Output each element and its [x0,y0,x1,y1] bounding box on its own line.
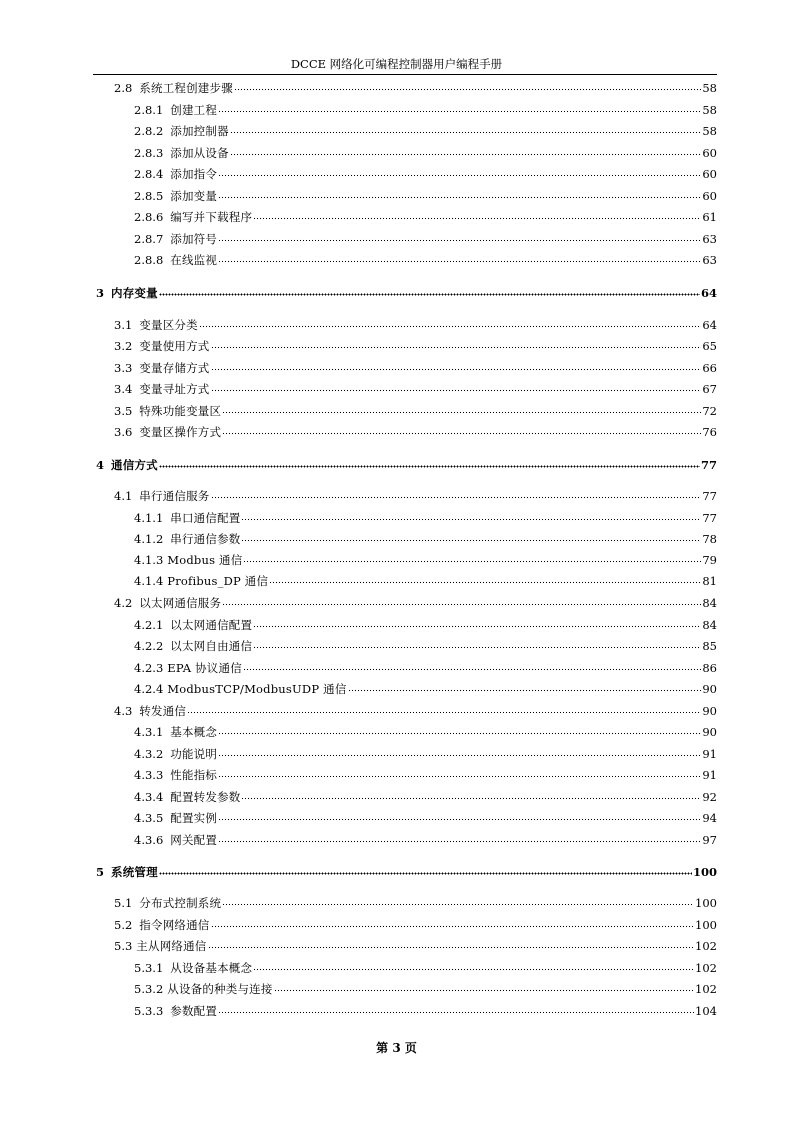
toc-entry-page: 77 [702,489,717,503]
toc-entry [114,593,717,610]
toc-entry [134,143,717,160]
toc-entry [134,658,717,675]
toc-entry-title: 在线监视 [170,253,218,267]
toc-entry [134,679,717,696]
dot-leader [159,862,692,876]
toc-entry-title: 主从网络通信 [136,939,207,953]
toc-entry-title: 串行通信参数 [170,532,241,546]
toc-entry [134,787,717,804]
toc-entry-page: 102 [695,982,717,996]
toc-entry-page: 58 [702,103,717,117]
toc-entry [114,936,717,953]
toc-entry-page: 77 [700,458,717,472]
toc-entry [134,250,717,267]
dot-leader [230,143,702,157]
dot-leader [208,936,695,950]
toc-entry-page: 91 [702,747,717,761]
toc-entry-number: 5.1 [114,896,133,910]
toc-entry-number: 2.8.1 [134,103,164,117]
dot-leader [211,915,695,929]
toc-entry-title: 从设备基本概念 [170,961,253,975]
toc-entry-title: 创建工程 [170,103,218,117]
toc-entry-page: 77 [702,511,717,525]
toc-entry-page: 60 [702,189,717,203]
toc-entry [134,979,717,996]
dot-leader [199,315,702,329]
toc-entry-page: 100 [692,865,717,879]
toc-entry-page: 100 [695,918,717,932]
toc-entry-number: 3.1 [114,318,133,332]
toc-entry-page: 84 [702,618,717,632]
page-footer: 第 3 页 [376,1041,417,1055]
dot-leader [241,529,701,543]
toc-entry-page: 97 [702,833,717,847]
toc-entry-page: 90 [702,682,717,696]
toc-entry-page: 86 [702,661,717,675]
toc-entry-title: 变量寻址方式 [139,382,210,396]
toc-entry-title: 以太网通信配置 [170,618,253,632]
toc-entry [114,893,717,910]
toc-entry [134,186,717,203]
toc-entry [134,207,717,224]
toc-chapter-entry [96,455,717,472]
toc-entry-title: 指令网络通信 [139,918,210,932]
toc-entry-number: 5.3.3 [134,1004,164,1018]
toc-entry-number: 4.1.3 [134,553,164,567]
toc-entry-number: 4.1 [114,489,133,503]
toc-entry-number: 4.3.6 [134,833,164,847]
dot-leader [253,636,701,650]
toc-entry-page: 92 [702,790,717,804]
toc-entry-title: 添加符号 [170,232,218,246]
toc-entry-title: 系统工程创建步骤 [139,81,233,95]
toc-entry-number: 4.2.3 [134,661,164,675]
dot-leader [348,679,702,693]
toc-entry-title: 内存变量 [111,286,158,300]
toc-entry-page: 58 [702,124,717,138]
dot-leader [243,658,701,672]
toc-entry-title: 以太网自由通信 [170,639,253,653]
toc-entry-number: 3.4 [114,382,133,396]
toc-entry-title: 分布式控制系统 [139,896,222,910]
dot-leader [241,787,701,801]
dot-leader [218,765,701,779]
toc-entry-title: 变量区分类 [139,318,198,332]
toc-entry-number: 5.3.2 [134,982,164,996]
toc-entry-page: 63 [702,232,717,246]
toc-entry-page: 81 [702,574,717,588]
toc-entry-title: 性能指标 [170,768,218,782]
toc-entry-title: 功能说明 [170,747,218,761]
toc-entry-number: 4.2 [114,596,133,610]
toc-entry-page: 61 [702,210,717,224]
toc-entry-number: 4.1.2 [134,532,164,546]
toc-entry-title: 变量区操作方式 [139,425,222,439]
toc-entry [134,722,717,739]
toc-entry-number: 2.8.7 [134,232,164,246]
dot-leader [230,121,702,135]
toc-chapter-entry [96,862,717,879]
toc-entry-title: 添加从设备 [170,146,229,160]
toc-entry-page: 60 [702,167,717,181]
toc-entry-title: 配置实例 [170,811,218,825]
toc-entry-number: 5.2 [114,918,133,932]
toc-entry-page: 66 [702,361,717,375]
toc-entry [134,100,717,117]
toc-entry-number: 2.8.3 [134,146,164,160]
toc-entry-title: 串口通信配置 [170,511,241,525]
toc-entry-title: 网关配置 [170,833,218,847]
toc-entry [114,701,717,718]
dot-leader [274,979,694,993]
toc-entry [134,615,717,632]
toc-entry-page: 85 [702,639,717,653]
toc-entry-title: 变量使用方式 [139,339,210,353]
toc-entry [114,336,717,353]
dot-leader [211,486,702,500]
toc-entry [134,550,717,567]
dot-leader [218,250,701,264]
dot-leader [218,808,701,822]
toc-entry [134,808,717,825]
toc-entry-title: 配置转发参数 [170,790,241,804]
toc-entry-number: 4.3.1 [134,725,164,739]
toc-entry [114,78,717,95]
toc-entry [114,315,717,332]
dot-leader [159,283,700,297]
toc-entry-number: 4 [96,458,105,472]
dot-leader [218,229,701,243]
dot-leader [187,701,701,715]
toc-entry-title: 添加指令 [170,167,218,181]
toc-entry [134,958,717,975]
toc-entry-page: 72 [702,404,717,418]
toc-entry-page: 63 [702,253,717,267]
toc-entry-number: 4.3.2 [134,747,164,761]
toc-entry-number: 2.8.8 [134,253,164,267]
toc-entry-number: 4.1.1 [134,511,164,525]
toc-entry-number: 5.3 [114,939,133,953]
toc-entry-number: 3.2 [114,339,133,353]
toc-entry [134,744,717,761]
dot-leader [222,401,701,415]
toc-entry-number: 4.3.3 [134,768,164,782]
toc-entry [134,765,717,782]
toc-entry [134,121,717,138]
dot-leader [218,722,701,736]
toc-entry-title: 特殊功能变量区 [139,404,222,418]
dot-leader [218,744,701,758]
dot-leader [211,336,702,350]
dot-leader [218,830,701,844]
toc-entry-number: 3.3 [114,361,133,375]
toc-entry-page: 67 [702,382,717,396]
toc-entry-page: 64 [702,318,717,332]
toc-entry [134,229,717,246]
toc-entry-page: 100 [695,896,717,910]
toc-entry-title: 转发通信 [139,704,187,718]
toc-entry [134,571,717,588]
dot-leader [253,207,701,221]
dot-leader [218,164,701,178]
toc-entry [114,422,717,439]
toc-entry-number: 4.3.4 [134,790,164,804]
toc-entry-number: 2.8 [114,81,133,95]
dot-leader [253,615,701,629]
toc-entry [114,379,717,396]
page-header: DCCE 网络化可编程控制器用户编程手册 [290,57,503,71]
toc-entry [134,164,717,181]
toc-entry-title: 以太网通信服务 [139,596,222,610]
dot-leader [241,508,701,522]
toc-entry-page: 64 [700,286,717,300]
toc-entry-number: 4.2.4 [134,682,164,696]
toc-entry [134,636,717,653]
dot-leader [211,379,702,393]
toc-entry-number: 2.8.2 [134,124,164,138]
toc-entry-number: 5 [96,865,105,879]
toc-entry-number: 4.3 [114,704,133,718]
toc-entry [114,401,717,418]
toc-entry-page: 65 [702,339,717,353]
toc-entry-title: 参数配置 [170,1004,218,1018]
toc-entry-page: 90 [702,725,717,739]
dot-leader [218,100,701,114]
toc-entry-number: 2.8.5 [134,189,164,203]
toc-entry-number: 4.2.2 [134,639,164,653]
dot-leader [222,422,701,436]
toc-entry-page: 91 [702,768,717,782]
dot-leader [222,593,701,607]
toc-entry-number: 4.3.5 [134,811,164,825]
toc-entry-number: 3.5 [114,404,133,418]
toc-entry [114,358,717,375]
toc-chapter-entry [96,283,717,300]
toc-entry-page: 78 [702,532,717,546]
toc-entry-title: 从设备的种类与连接 [167,982,273,996]
toc-entry-title: 添加变量 [170,189,218,203]
toc-entry-number: 2.8.4 [134,167,164,181]
toc-entry [114,915,717,932]
dot-leader [211,358,702,372]
dot-leader [243,550,701,564]
toc-entry-page: 60 [702,146,717,160]
toc-entry-title: 基本概念 [170,725,218,739]
toc-entry-title: Modbus 通信 [167,553,243,567]
toc-entry-page: 102 [695,939,717,953]
dot-leader [218,186,701,200]
toc-entry-number: 2.8.6 [134,210,164,224]
toc-entry [134,830,717,847]
toc-entry-title: 编写并下载程序 [170,210,253,224]
toc-entry-page: 76 [702,425,717,439]
toc-entry-number: 3 [96,286,105,300]
toc-entry-number: 4.1.4 [134,574,164,588]
toc-entry-title: Profibus_DP 通信 [167,574,269,588]
toc-entry-page: 94 [702,811,717,825]
toc-entry-title: 系统管理 [111,865,158,879]
toc-entry-title: 串行通信服务 [139,489,210,503]
toc-entry-title: ModbusTCP/ModbusUDP 通信 [167,682,347,696]
toc-entry-page: 84 [702,596,717,610]
dot-leader [234,78,701,92]
toc-entry [134,508,717,525]
dot-leader [159,455,700,469]
toc-entry-title: 变量存储方式 [139,361,210,375]
toc-entry-page: 104 [695,1004,717,1018]
toc-entry-number: 5.3.1 [134,961,164,975]
toc-entry-title: 添加控制器 [170,124,229,138]
toc-entry-number: 3.6 [114,425,133,439]
toc-entry-page: 58 [702,81,717,95]
dot-leader [253,958,694,972]
dot-leader [218,1001,694,1015]
dot-leader [222,893,694,907]
toc-entry [114,486,717,503]
toc-entry-title: EPA 协议通信 [167,661,242,675]
toc-entry-page: 79 [702,553,717,567]
toc-entry-page: 90 [702,704,717,718]
toc-entry [134,1001,717,1018]
toc-entry-page: 102 [695,961,717,975]
toc-entry [134,529,717,546]
dot-leader [269,571,701,585]
toc-entry-title: 通信方式 [111,458,158,472]
toc-entry-number: 4.2.1 [134,618,164,632]
